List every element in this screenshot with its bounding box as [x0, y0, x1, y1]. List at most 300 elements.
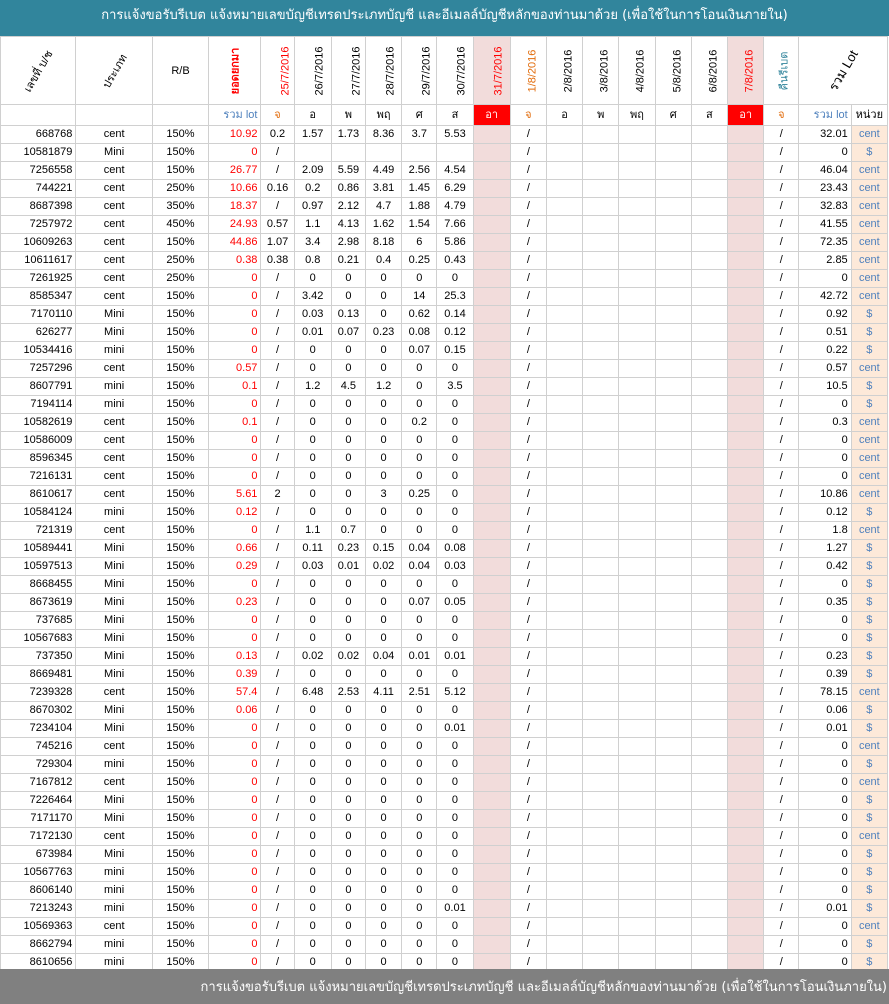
day-lot[interactable]	[547, 126, 583, 144]
day-lot[interactable]	[619, 774, 655, 792]
day-lot[interactable]: 0.4	[366, 252, 402, 270]
day-lot[interactable]	[691, 216, 727, 234]
day-lot[interactable]: 0	[437, 864, 473, 882]
day-lot[interactable]	[655, 882, 691, 900]
refund-cell[interactable]: /	[764, 504, 799, 522]
day-lot[interactable]: 0	[402, 954, 437, 972]
total-lot[interactable]: 0	[799, 846, 851, 864]
rebate-rate[interactable]: 150%	[152, 306, 208, 324]
day-lot[interactable]: 0.07	[402, 342, 437, 360]
total-lot[interactable]: 0.01	[799, 720, 851, 738]
header-date[interactable]: 3/8/2016	[583, 37, 619, 105]
day-lot[interactable]	[473, 306, 510, 324]
remaining-lot[interactable]: 0	[209, 882, 261, 900]
day-lot[interactable]	[583, 468, 619, 486]
day-lot[interactable]	[473, 666, 510, 684]
day-lot[interactable]	[583, 144, 619, 162]
day-lot[interactable]	[473, 216, 510, 234]
day-lot[interactable]	[691, 648, 727, 666]
day-lot[interactable]: 0	[366, 828, 402, 846]
account-type[interactable]: mini	[76, 936, 152, 954]
header-date[interactable]: 1/8/2016	[510, 37, 546, 105]
day-lot[interactable]	[473, 630, 510, 648]
remaining-lot[interactable]: 0	[209, 828, 261, 846]
day-lot[interactable]: /	[261, 702, 294, 720]
day-lot[interactable]	[619, 234, 655, 252]
unit[interactable]: $	[851, 810, 887, 828]
day-lot[interactable]: 0	[294, 792, 331, 810]
remaining-lot[interactable]: 0	[209, 918, 261, 936]
day-lot[interactable]: 0	[402, 666, 437, 684]
day-lot[interactable]	[583, 522, 619, 540]
day-lot[interactable]: /	[510, 270, 546, 288]
day-lot[interactable]: 4.7	[366, 198, 402, 216]
day-lot[interactable]: /	[510, 144, 546, 162]
day-lot[interactable]	[473, 234, 510, 252]
account-number[interactable]: 737685	[1, 612, 76, 630]
day-lot[interactable]	[728, 324, 764, 342]
refund-cell[interactable]: /	[764, 792, 799, 810]
unit[interactable]: cent	[851, 216, 887, 234]
day-lot[interactable]	[655, 828, 691, 846]
day-lot[interactable]: 0	[366, 756, 402, 774]
day-lot[interactable]	[691, 504, 727, 522]
rebate-rate[interactable]: 150%	[152, 576, 208, 594]
refund-cell[interactable]: /	[764, 756, 799, 774]
remaining-lot[interactable]: 0	[209, 954, 261, 972]
rebate-rate[interactable]: 150%	[152, 450, 208, 468]
day-lot[interactable]: /	[510, 792, 546, 810]
day-lot[interactable]: 0	[331, 720, 365, 738]
day-lot[interactable]	[547, 738, 583, 756]
day-lot[interactable]	[691, 198, 727, 216]
day-lot[interactable]: /	[510, 486, 546, 504]
account-type[interactable]: cent	[76, 216, 152, 234]
day-lot[interactable]	[728, 882, 764, 900]
account-type[interactable]: Mini	[76, 324, 152, 342]
day-lot[interactable]	[473, 558, 510, 576]
remaining-lot[interactable]: 0	[209, 306, 261, 324]
unit[interactable]: $	[851, 630, 887, 648]
day-lot[interactable]: 0.15	[366, 540, 402, 558]
day-lot[interactable]	[691, 918, 727, 936]
table-row[interactable]	[1, 756, 888, 774]
day-lot[interactable]: 0	[331, 396, 365, 414]
table-row[interactable]	[1, 936, 888, 954]
account-number[interactable]: 10534416	[1, 342, 76, 360]
day-lot[interactable]	[583, 234, 619, 252]
day-lot[interactable]	[473, 720, 510, 738]
unit[interactable]: $	[851, 144, 887, 162]
day-lot[interactable]	[583, 378, 619, 396]
refund-cell[interactable]: /	[764, 342, 799, 360]
day-lot[interactable]	[728, 738, 764, 756]
day-lot[interactable]: /	[261, 900, 294, 918]
day-lot[interactable]: 0	[331, 936, 365, 954]
day-lot[interactable]: 0	[331, 756, 365, 774]
day-lot[interactable]: 0	[331, 288, 365, 306]
day-lot[interactable]: 0	[294, 342, 331, 360]
day-lot[interactable]: 0	[437, 666, 473, 684]
account-type[interactable]: Mini	[76, 846, 152, 864]
day-lot[interactable]: 0.97	[294, 198, 331, 216]
day-lot[interactable]: 0	[331, 360, 365, 378]
day-lot[interactable]: 0	[402, 396, 437, 414]
remaining-lot[interactable]: 24.93	[209, 216, 261, 234]
day-lot[interactable]: /	[261, 540, 294, 558]
rebate-rate[interactable]: 150%	[152, 792, 208, 810]
day-lot[interactable]: 0	[437, 702, 473, 720]
day-lot[interactable]: 0	[366, 666, 402, 684]
remaining-lot[interactable]: 0.13	[209, 648, 261, 666]
day-lot[interactable]	[655, 396, 691, 414]
day-lot[interactable]	[619, 720, 655, 738]
day-lot[interactable]: /	[510, 540, 546, 558]
day-lot[interactable]	[473, 792, 510, 810]
remaining-lot[interactable]: 0.57	[209, 360, 261, 378]
day-lot[interactable]	[691, 558, 727, 576]
unit[interactable]: cent	[851, 738, 887, 756]
remaining-lot[interactable]: 0.06	[209, 702, 261, 720]
day-lot[interactable]: /	[510, 684, 546, 702]
day-lot[interactable]: /	[510, 306, 546, 324]
day-lot[interactable]: 0	[366, 522, 402, 540]
day-lot[interactable]: /	[510, 936, 546, 954]
account-number[interactable]: 8673619	[1, 594, 76, 612]
day-lot[interactable]	[655, 522, 691, 540]
day-lot[interactable]	[655, 414, 691, 432]
day-lot[interactable]: 0.07	[402, 594, 437, 612]
day-lot[interactable]: 0	[402, 738, 437, 756]
total-lot[interactable]: 0	[799, 576, 851, 594]
day-lot[interactable]	[583, 252, 619, 270]
unit[interactable]: $	[851, 324, 887, 342]
total-lot[interactable]: 0	[799, 612, 851, 630]
day-lot[interactable]	[547, 756, 583, 774]
account-type[interactable]: Mini	[76, 792, 152, 810]
day-lot[interactable]	[728, 540, 764, 558]
day-lot[interactable]	[691, 342, 727, 360]
day-lot[interactable]	[547, 198, 583, 216]
account-number[interactable]: 7257972	[1, 216, 76, 234]
unit[interactable]: $	[851, 306, 887, 324]
header-remaining[interactable]: ยอดยกมา	[209, 37, 261, 105]
day-lot[interactable]	[547, 612, 583, 630]
unit[interactable]: $	[851, 558, 887, 576]
day-lot[interactable]: /	[510, 324, 546, 342]
day-lot[interactable]	[583, 504, 619, 522]
day-lot[interactable]: 0	[366, 936, 402, 954]
day-lot[interactable]	[473, 144, 510, 162]
day-lot[interactable]: 0	[366, 594, 402, 612]
day-lot[interactable]: 3.5	[437, 378, 473, 396]
day-lot[interactable]	[619, 522, 655, 540]
day-lot[interactable]: /	[261, 810, 294, 828]
account-type[interactable]: Mini	[76, 144, 152, 162]
table-row[interactable]	[1, 576, 888, 594]
rebate-rate[interactable]: 250%	[152, 252, 208, 270]
day-lot[interactable]	[583, 882, 619, 900]
account-type[interactable]: Mini	[76, 558, 152, 576]
table-row[interactable]	[1, 234, 888, 252]
day-lot[interactable]: /	[510, 180, 546, 198]
refund-cell[interactable]: /	[764, 702, 799, 720]
day-lot[interactable]: /	[261, 792, 294, 810]
day-lot[interactable]	[691, 306, 727, 324]
day-lot[interactable]: 3.42	[294, 288, 331, 306]
day-lot[interactable]: /	[510, 666, 546, 684]
header-refund[interactable]: คืนรีเบต	[764, 37, 799, 105]
day-lot[interactable]	[547, 252, 583, 270]
day-lot[interactable]: 0	[402, 720, 437, 738]
day-lot[interactable]: 0.01	[437, 720, 473, 738]
day-lot[interactable]: 0	[294, 612, 331, 630]
day-lot[interactable]: 0	[294, 414, 331, 432]
unit[interactable]: cent	[851, 234, 887, 252]
day-lot[interactable]: 0	[402, 792, 437, 810]
remaining-lot[interactable]: 0	[209, 630, 261, 648]
day-lot[interactable]	[619, 738, 655, 756]
day-lot[interactable]	[691, 144, 727, 162]
day-lot[interactable]	[547, 486, 583, 504]
account-type[interactable]: cent	[76, 198, 152, 216]
day-lot[interactable]: 0.04	[402, 558, 437, 576]
day-lot[interactable]: 0	[402, 378, 437, 396]
total-lot[interactable]: 0	[799, 756, 851, 774]
total-lot[interactable]: 0	[799, 774, 851, 792]
day-lot[interactable]: 0	[437, 576, 473, 594]
account-type[interactable]: mini	[76, 882, 152, 900]
total-lot[interactable]: 1.8	[799, 522, 851, 540]
day-lot[interactable]	[728, 648, 764, 666]
day-lot[interactable]	[691, 720, 727, 738]
day-lot[interactable]: 0	[331, 414, 365, 432]
day-lot[interactable]: /	[261, 162, 294, 180]
day-lot[interactable]: 0	[294, 756, 331, 774]
day-lot[interactable]	[691, 792, 727, 810]
day-lot[interactable]	[619, 306, 655, 324]
day-lot[interactable]	[619, 918, 655, 936]
day-lot[interactable]: 0	[366, 882, 402, 900]
day-lot[interactable]	[547, 900, 583, 918]
day-lot[interactable]	[655, 234, 691, 252]
account-number[interactable]: 7239328	[1, 684, 76, 702]
day-lot[interactable]	[547, 270, 583, 288]
day-lot[interactable]	[583, 666, 619, 684]
remaining-lot[interactable]: 0	[209, 756, 261, 774]
account-type[interactable]: Mini	[76, 720, 152, 738]
remaining-lot[interactable]: 0.1	[209, 378, 261, 396]
total-lot[interactable]: 0.01	[799, 900, 851, 918]
total-lot[interactable]: 0	[799, 792, 851, 810]
account-type[interactable]: cent	[76, 162, 152, 180]
day-lot[interactable]: 0	[294, 594, 331, 612]
rebate-rate[interactable]: 150%	[152, 612, 208, 630]
day-lot[interactable]: 0	[294, 810, 331, 828]
refund-cell[interactable]: /	[764, 162, 799, 180]
table-row[interactable]	[1, 684, 888, 702]
day-lot[interactable]: 0.43	[437, 252, 473, 270]
account-number[interactable]: 8610617	[1, 486, 76, 504]
total-lot[interactable]: 0	[799, 738, 851, 756]
total-lot[interactable]: 0.35	[799, 594, 851, 612]
day-lot[interactable]	[691, 396, 727, 414]
day-lot[interactable]	[655, 702, 691, 720]
day-lot[interactable]	[655, 504, 691, 522]
day-lot[interactable]	[619, 126, 655, 144]
rebate-rate[interactable]: 150%	[152, 468, 208, 486]
day-lot[interactable]: 0	[294, 576, 331, 594]
day-lot[interactable]: /	[510, 882, 546, 900]
day-lot[interactable]: 0.23	[366, 324, 402, 342]
day-lot[interactable]	[473, 882, 510, 900]
total-lot[interactable]: 0	[799, 882, 851, 900]
unit[interactable]: cent	[851, 162, 887, 180]
refund-cell[interactable]: /	[764, 306, 799, 324]
day-lot[interactable]: 0.86	[331, 180, 365, 198]
account-number[interactable]: 744221	[1, 180, 76, 198]
rebate-rate[interactable]: 150%	[152, 684, 208, 702]
day-lot[interactable]	[547, 936, 583, 954]
table-row[interactable]	[1, 450, 888, 468]
day-lot[interactable]: 8.36	[366, 126, 402, 144]
day-lot[interactable]	[547, 288, 583, 306]
day-lot[interactable]: 0	[402, 576, 437, 594]
day-lot[interactable]	[547, 234, 583, 252]
table-row[interactable]	[1, 558, 888, 576]
day-lot[interactable]: 0	[294, 882, 331, 900]
day-lot[interactable]: /	[510, 342, 546, 360]
remaining-lot[interactable]: 0	[209, 720, 261, 738]
day-lot[interactable]	[728, 792, 764, 810]
day-lot[interactable]: 0	[331, 954, 365, 972]
day-lot[interactable]	[691, 522, 727, 540]
day-lot[interactable]: 0.62	[402, 306, 437, 324]
day-lot[interactable]	[473, 180, 510, 198]
day-lot[interactable]	[619, 468, 655, 486]
refund-cell[interactable]: /	[764, 252, 799, 270]
day-lot[interactable]: 0	[402, 468, 437, 486]
day-lot[interactable]	[583, 900, 619, 918]
day-lot[interactable]: 3.4	[294, 234, 331, 252]
day-lot[interactable]	[473, 684, 510, 702]
day-lot[interactable]	[547, 810, 583, 828]
day-lot[interactable]: 2.56	[402, 162, 437, 180]
remaining-lot[interactable]: 0	[209, 450, 261, 468]
day-lot[interactable]: 0	[294, 954, 331, 972]
day-lot[interactable]	[473, 936, 510, 954]
day-lot[interactable]	[619, 198, 655, 216]
refund-cell[interactable]: /	[764, 594, 799, 612]
day-lot[interactable]: 0	[366, 774, 402, 792]
account-type[interactable]: mini	[76, 864, 152, 882]
day-lot[interactable]: 0	[366, 306, 402, 324]
day-lot[interactable]	[619, 594, 655, 612]
day-lot[interactable]	[473, 828, 510, 846]
account-type[interactable]: cent	[76, 918, 152, 936]
day-lot[interactable]	[728, 558, 764, 576]
day-lot[interactable]: 0	[331, 270, 365, 288]
table-row[interactable]	[1, 648, 888, 666]
table-row[interactable]	[1, 252, 888, 270]
day-lot[interactable]: /	[510, 576, 546, 594]
day-lot[interactable]	[619, 558, 655, 576]
day-lot[interactable]	[728, 684, 764, 702]
remaining-lot[interactable]: 0	[209, 324, 261, 342]
day-lot[interactable]: 0	[366, 468, 402, 486]
day-lot[interactable]	[473, 468, 510, 486]
table-row[interactable]	[1, 918, 888, 936]
remaining-lot[interactable]: 0	[209, 396, 261, 414]
table-row[interactable]	[1, 180, 888, 198]
day-lot[interactable]	[583, 594, 619, 612]
total-lot[interactable]: 0	[799, 630, 851, 648]
day-lot[interactable]: 0	[402, 702, 437, 720]
remaining-lot[interactable]: 18.37	[209, 198, 261, 216]
day-lot[interactable]	[655, 342, 691, 360]
day-lot[interactable]: 0.01	[331, 558, 365, 576]
account-number[interactable]: 7256558	[1, 162, 76, 180]
header-date[interactable]: 30/7/2016	[437, 37, 473, 105]
day-lot[interactable]: 1.45	[402, 180, 437, 198]
day-lot[interactable]: /	[261, 612, 294, 630]
day-lot[interactable]: 2	[261, 486, 294, 504]
day-lot[interactable]	[655, 252, 691, 270]
day-lot[interactable]: 0	[331, 594, 365, 612]
day-lot[interactable]: 0	[366, 792, 402, 810]
day-lot[interactable]	[655, 306, 691, 324]
day-lot[interactable]: /	[510, 216, 546, 234]
remaining-lot[interactable]: 10.92	[209, 126, 261, 144]
rebate-rate[interactable]: 150%	[152, 234, 208, 252]
rebate-rate[interactable]: 150%	[152, 504, 208, 522]
remaining-lot[interactable]: 0.66	[209, 540, 261, 558]
day-lot[interactable]	[583, 162, 619, 180]
day-lot[interactable]	[655, 324, 691, 342]
day-lot[interactable]	[547, 720, 583, 738]
day-lot[interactable]: 0.2	[402, 414, 437, 432]
day-lot[interactable]	[728, 342, 764, 360]
account-number[interactable]: 10586009	[1, 432, 76, 450]
day-lot[interactable]	[728, 252, 764, 270]
day-lot[interactable]: 0.7	[331, 522, 365, 540]
unit[interactable]: $	[851, 792, 887, 810]
day-lot[interactable]: 0	[402, 522, 437, 540]
day-lot[interactable]	[583, 864, 619, 882]
account-type[interactable]: cent	[76, 288, 152, 306]
day-lot[interactable]	[547, 522, 583, 540]
account-number[interactable]: 10611617	[1, 252, 76, 270]
day-lot[interactable]	[691, 756, 727, 774]
unit[interactable]: cent	[851, 486, 887, 504]
account-number[interactable]: 10597513	[1, 558, 76, 576]
day-lot[interactable]: 0	[294, 900, 331, 918]
total-lot[interactable]: 1.27	[799, 540, 851, 558]
account-type[interactable]: cent	[76, 126, 152, 144]
day-lot[interactable]	[473, 648, 510, 666]
day-lot[interactable]	[655, 576, 691, 594]
day-lot[interactable]	[728, 702, 764, 720]
account-number[interactable]: 10567683	[1, 630, 76, 648]
rebate-rate[interactable]: 150%	[152, 486, 208, 504]
account-type[interactable]: Mini	[76, 810, 152, 828]
day-lot[interactable]: 1.1	[294, 216, 331, 234]
day-lot[interactable]: 0	[437, 612, 473, 630]
day-lot[interactable]	[728, 396, 764, 414]
unit[interactable]: $	[851, 900, 887, 918]
day-lot[interactable]: /	[261, 774, 294, 792]
day-lot[interactable]: 0	[366, 630, 402, 648]
